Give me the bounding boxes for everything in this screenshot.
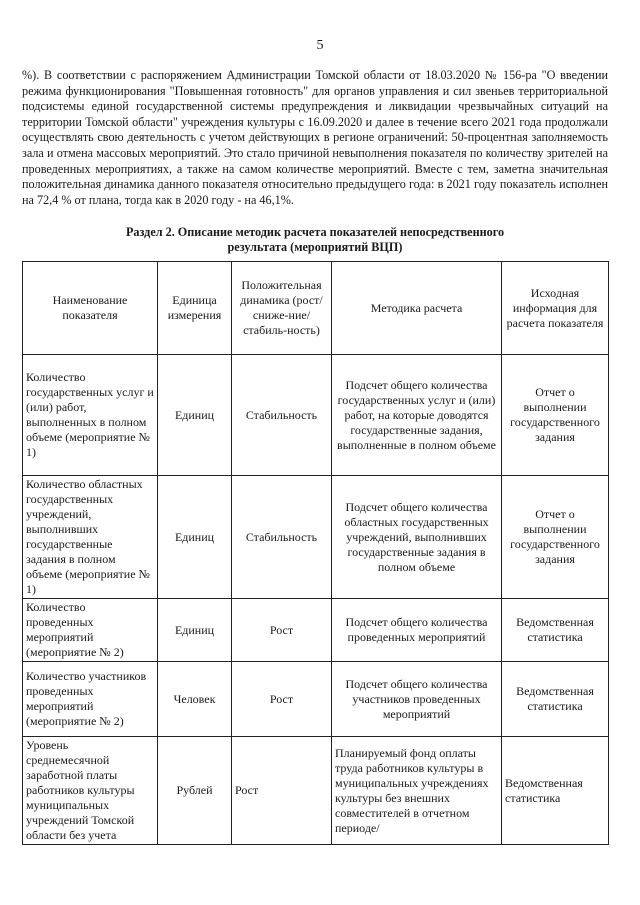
section-title xyxy=(22,225,608,255)
body-paragraph: %). В соответствии с распоряжением Администрации Томской области от 18.03.2020 № 156-ра "О введении режима функционирования "Повышенная готовность" для органов управления и сил звеньев территориальной подсистемы единой государственной системы предупреждения и ликвидации чрезвычайных ситуаций на территории Томской области" учреждения культуры с 16.09.2020 и далее в течение всего 2021 года продолжали осуществлять свою деятельность с учетом действующих в регионе ограничений: 50-процентная заполняемость зала и отмена массовых мероприятий. Это стало причиной невыполнения показателя по количеству зрителей на проведенных мероприятиях, а также на самом количестве мероприятий. Вместе с тем, заметна значительная положительная динамика данного показателя относительно предыдущего года: в 2021 году показатель исполнен на 72,4 % от плана, тогда как в 2020 году - на 46,1%. xyxy=(22,68,608,207)
cell-source: Отчет о выполнении государственного задания xyxy=(502,355,609,476)
cell-dynamics: Рост xyxy=(232,662,332,737)
cell-source: Отчет о выполнении государственного задания xyxy=(502,476,609,599)
cell-dynamics: Стабильность xyxy=(232,355,332,476)
cell-dynamics: Рост xyxy=(232,737,332,845)
cell-unit: Человек xyxy=(158,662,232,737)
cell-method: Подсчет общего количества участников проведенных мероприятий xyxy=(332,662,502,737)
header-name: Наименование показателя xyxy=(23,262,158,355)
cell-unit: Рублей xyxy=(158,737,232,845)
header-unit: Единица измерения xyxy=(158,262,232,355)
cell-method: Подсчет общего количества областных государственных учреждений, выполнивших государственные задания в полном объеме xyxy=(332,476,502,599)
table-row xyxy=(23,476,609,599)
cell-name: Количество государственных услуг и (или) работ, выполненных в полном объеме (мероприятие № 1) xyxy=(23,355,158,476)
cell-name: Количество участников проведенных мероприятий (мероприятие № 2) xyxy=(23,662,158,737)
section-title-line-1: Раздел 2. Описание методик расчета показателей непосредственного xyxy=(125,225,505,239)
header-method: Методика расчета xyxy=(332,262,502,355)
cell-dynamics: Рост xyxy=(232,599,332,662)
header-dynamics: Положительная динамика (рост/сниже-ние/стабиль-ность) xyxy=(232,262,332,355)
table-row xyxy=(23,599,609,662)
cell-unit: Единиц xyxy=(158,476,232,599)
section-title-line-2: результата (мероприятий ВЦП) xyxy=(227,240,403,254)
table-row xyxy=(23,737,609,845)
cell-method: Планируемый фонд оплаты труда работников культуры в муниципальных учреждениях культуры без внешних совместителей в отчетном периоде/ xyxy=(332,737,502,845)
page-number: 5 xyxy=(316,38,324,53)
cell-method: Подсчет общего количества государственных услуг и (или) работ, на которые доводятся государственные задания, выполненные в полном объеме xyxy=(332,355,502,476)
cell-name: Уровень среднемесячной заработной платы работников культуры муниципальных учреждений Томской области без учета xyxy=(23,737,158,845)
table-row xyxy=(23,355,609,476)
cell-source: Ведомственная статистика xyxy=(502,662,609,737)
cell-name: Количество проведенных мероприятий (мероприятие № 2) xyxy=(23,599,158,662)
cell-name: Количество областных государственных учреждений, выполнивших государственные задания в полном объеме (мероприятие № 1) xyxy=(23,476,158,599)
cell-source: Ведомственная статистика xyxy=(502,599,609,662)
header-source: Исходная информация для расчета показателя xyxy=(502,262,609,355)
cell-unit: Единиц xyxy=(158,355,232,476)
table-row xyxy=(23,662,609,737)
cell-source: Ведомственная статистика xyxy=(502,737,609,845)
cell-method: Подсчет общего количества проведенных мероприятий xyxy=(332,599,502,662)
methodology-table xyxy=(22,261,609,845)
table-header-row xyxy=(23,262,609,355)
cell-dynamics: Стабильность xyxy=(232,476,332,599)
cell-unit: Единиц xyxy=(158,599,232,662)
